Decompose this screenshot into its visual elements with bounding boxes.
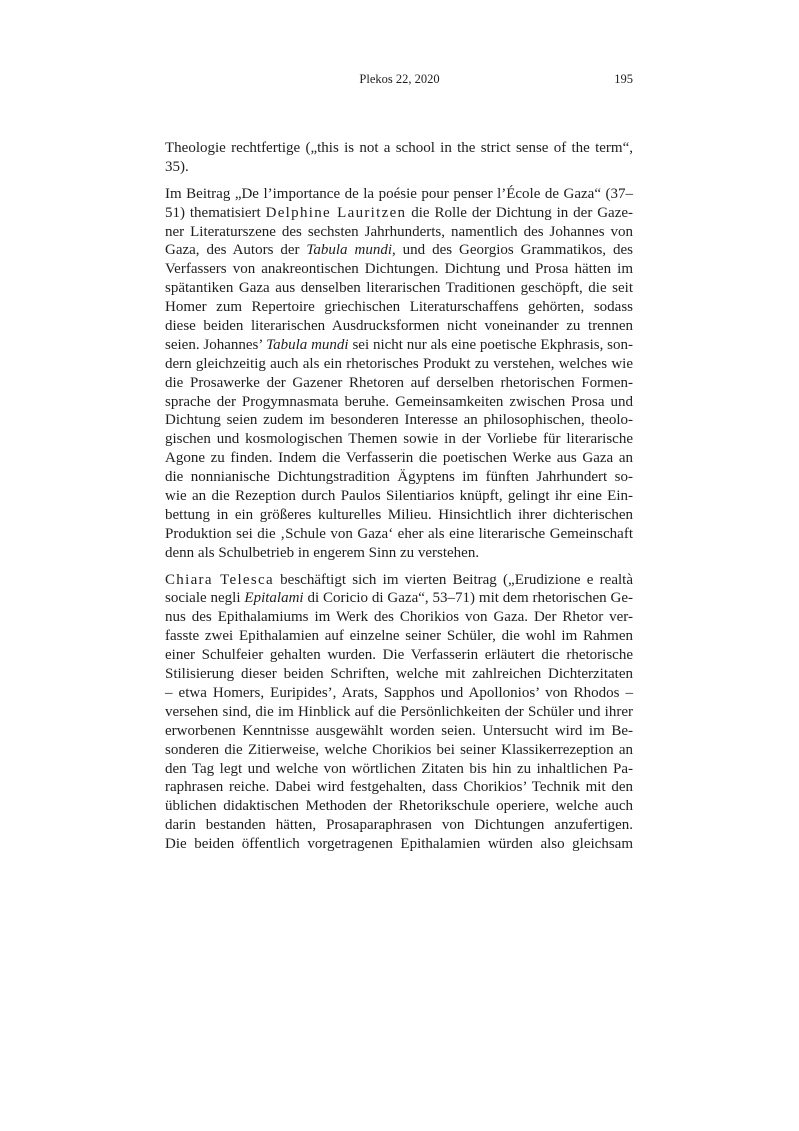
text-segment: erworbenen Kenntnisse ausgewählt worden seien. Untersucht wird im Be- — [165, 722, 633, 739]
text-segment: die nonnianische Dichtungstradition Ägyptens im fünften Jahrhundert so- — [165, 469, 633, 486]
text-segment: Dichtung seien zudem im besonderen Interesse an philosophischen, theolo- — [165, 412, 633, 429]
text-line — [165, 298, 633, 317]
text-line — [165, 544, 633, 563]
text-segment: wie an die Rezeption durch Paulos Silentiarios knüpft, gelingt ihr eine Ein- — [165, 488, 633, 505]
text-line — [165, 487, 633, 506]
text-segment: den Tag legt und welche von wörtlichen Zitaten bis hin zu inhaltlichen Pa- — [165, 760, 633, 777]
text-segment: seien. Johannes’ — [165, 336, 267, 353]
text-segment: Homer zum Repertoire griechischen Literaturschaffens gehörten, sodass — [165, 299, 633, 316]
paragraph — [165, 185, 633, 563]
text-line — [165, 797, 633, 816]
text-line — [165, 608, 633, 627]
paragraph — [165, 139, 633, 177]
text-line — [165, 279, 633, 298]
italic-title: Tabula mundi — [266, 336, 349, 353]
text-line — [165, 355, 633, 374]
text-segment: sprache der Progymnasmata beruhe. Gemeinsamkeiten zwischen Prosa und — [165, 393, 633, 410]
text-line — [165, 760, 633, 779]
text-line — [165, 468, 633, 487]
author-name: Chiara Telesca — [165, 571, 274, 588]
text-segment: fasste zwei Epithalamien auf einzelne seiner Schüler, die wohl im Rahmen — [165, 628, 633, 645]
text-segment: sonderen die Zitierweise, welche Chorikios bei seiner Klassikerrezeption an — [165, 741, 633, 758]
text-segment: spätantiken Gaza aus denselben literarischen Traditionen geschöpft, die seit — [165, 280, 633, 297]
text-segment: Gaza, des Autors der — [165, 242, 307, 259]
text-segment: di Coricio di Gaza“, 53–71) mit dem rhetorischen Ge- — [303, 590, 633, 607]
text-line — [165, 223, 633, 242]
text-segment: üblichen didaktischen Methoden der Rhetorikschule operiere, welche auch — [165, 798, 633, 815]
text-line — [165, 571, 633, 590]
text-line — [165, 185, 633, 204]
italic-title: Tabula mundi — [306, 242, 392, 259]
body-text — [165, 139, 633, 862]
text-line — [165, 506, 633, 525]
text-line — [165, 393, 633, 412]
text-segment: ner Literaturszene des sechsten Jahrhunderts, namentlich des Johannes von — [165, 223, 633, 240]
text-segment: Stilisierung dieser beiden Schriften, welche mit zahlreichen Dichterzitaten — [165, 666, 633, 683]
text-segment: dern gleichzeitig auch als ein rhetorisches Produkt zu verstehen, welches wie — [165, 355, 633, 372]
text-segment: raphrasen reiche. Dabei wird festgehalten, dass Chorikios’ Technik mit den — [165, 779, 633, 796]
text-line — [165, 336, 633, 355]
text-line — [165, 139, 633, 158]
running-head: Plekos 22, 2020 — [359, 72, 440, 86]
text-segment: diese beiden literarischen Ausdrucksformen nicht voneinander zu trennen — [165, 318, 633, 335]
text-segment: bettung in ein größeres kulturelles Milieu. Hinsichtlich ihrer dichterischen — [165, 506, 633, 523]
text-segment: nus des Epithalamiums im Werk des Chorikios von Gaza. Der Rhetor ver- — [165, 609, 633, 626]
text-segment: Produktion sei die ‚Schule von Gaza‘ eher als eine literarische Gemeinschaft — [165, 525, 633, 542]
text-line — [165, 449, 633, 468]
text-segment: beschäftigt sich im vierten Beitrag („Erudizione e realtà — [273, 571, 633, 588]
text-segment: 51) thematisiert — [165, 204, 266, 221]
text-segment: Verfassers von anakreontischen Dichtungen. Dichtung und Prosa hätten im — [165, 261, 633, 278]
text-segment: sociale negli — [165, 590, 245, 607]
text-segment: versehen sind, die im Hinblick auf die Persönlichkeiten der Schüler und ihrer — [165, 703, 633, 720]
paragraph — [165, 571, 633, 854]
text-line — [165, 646, 633, 665]
text-segment: , und des Georgios Grammatikos, des — [391, 242, 633, 259]
text-segment: gischen und kosmologischen Themen sowie in der Vorliebe für literarische — [165, 431, 633, 448]
text-line — [165, 260, 633, 279]
author-name: Delphine Lauritzen — [265, 204, 407, 221]
text-line — [165, 158, 633, 177]
text-segment: darin bestanden hätten, Prosaparaphrasen von Dichtungen anzufertigen. — [165, 817, 633, 834]
text-line — [165, 317, 633, 336]
text-line — [165, 703, 633, 722]
text-segment: Im Beitrag „De l’importance de la poésie pour penser l’École de Gaza“ (37– — [165, 185, 633, 202]
text-line — [165, 374, 633, 393]
text-segment: Agone zu finden. Indem die Verfasserin die poetischen Werke aus Gaza an — [165, 450, 633, 467]
text-line — [165, 525, 633, 544]
text-segment: Theologie rechtfertige („this is not a school in the strict sense of the term“, — [165, 140, 633, 156]
text-segment: 35). — [165, 158, 189, 175]
text-line — [165, 684, 633, 703]
text-line — [165, 778, 633, 797]
text-segment: die Prosawerke der Gazener Rhetoren auf derselben rhetorischen Formen- — [165, 374, 633, 391]
text-segment: denn als Schulbetrieb in engerem Sinn zu verstehen. — [165, 544, 480, 561]
text-line — [165, 816, 633, 835]
text-segment: einer Schulfeier gehalten wurden. Die Verfasserin erläutert die rhetorische — [165, 647, 633, 664]
text-line — [165, 204, 633, 223]
text-line — [165, 241, 633, 260]
text-line — [165, 627, 633, 646]
text-line — [165, 835, 633, 854]
text-line — [165, 665, 633, 684]
text-segment: sei nicht nur als eine poetische Ekphrasis, son- — [348, 336, 633, 353]
text-line — [165, 722, 633, 741]
text-line — [165, 411, 633, 430]
text-segment: Die beiden öffentlich vorgetragenen Epithalamien würden also gleichsam — [165, 836, 633, 853]
italic-title: Epitalami — [244, 590, 304, 607]
page-number: 195 — [614, 72, 633, 86]
text-segment: die Rolle der Dichtung in der Gaze- — [406, 204, 633, 221]
text-line — [165, 430, 633, 449]
text-segment: – etwa Homers, Euripides’, Arats, Sapphos und Apollonios’ von Rhodos – — [165, 684, 633, 701]
text-line — [165, 741, 633, 760]
text-line — [165, 589, 633, 608]
